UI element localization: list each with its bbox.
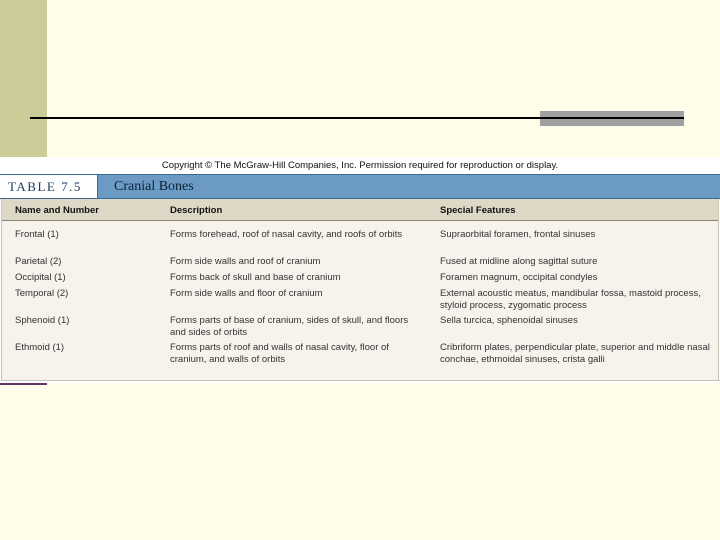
cell-name: Ethmoid (1) [15,342,65,353]
cell-features: Supraorbital foramen, frontal sinuses [440,229,596,240]
cell-description: Forms parts of roof and walls of nasal cavity, floor of cranium, and walls of orbits [170,342,389,365]
cell-features: Foramen magnum, occipital condyles [440,272,598,283]
cell-name: Frontal (1) [15,229,59,240]
cell-description: Forms parts of base of cranium, sides of skull, and floors and sides of orbits [170,315,409,338]
cell-features: External acoustic meatus, mandibular fossa, mastoid process, styloid process, zygomatic process [440,288,701,311]
cell-features: Cribriform plates, perpendicular plate, superior and middle nasal conchae, ethmoidal sinuses, crista galli [440,342,710,365]
cell-description: Form side walls and floor of cranium [170,288,323,299]
table-title: Cranial Bones [114,179,194,194]
cell-description: Forms back of skull and base of cranium [170,272,341,283]
table-number: TABLE 7.5 [0,175,98,198]
copyright-notice: Copyright © The McGraw-Hill Companies, Inc. Permission required for reproduction or display. [161,160,559,171]
cell-name: Sphenoid (1) [15,315,70,326]
table-image [0,157,720,383]
cell-features: Fused at midline along sagittal suture [440,256,598,267]
header-name-number: Name and Number [15,205,99,216]
header-description: Description [170,205,223,216]
cranial-bones-table [1,199,719,381]
cell-description: Forms forehead, roof of nasal cavity, and roofs of orbits [170,229,403,240]
table-header-row [2,199,718,221]
title-rule-block [540,111,684,126]
table-bottom-border [2,380,720,381]
cell-name: Temporal (2) [15,288,69,299]
cell-name: Parietal (2) [15,256,62,267]
cell-name: Occipital (1) [15,272,66,283]
table-title-bar [0,174,720,199]
cell-description: Form side walls and roof of cranium [170,256,321,267]
header-special-features: Special Features [440,205,516,216]
cell-features: Sella turcica, sphenoidal sinuses [440,315,578,326]
